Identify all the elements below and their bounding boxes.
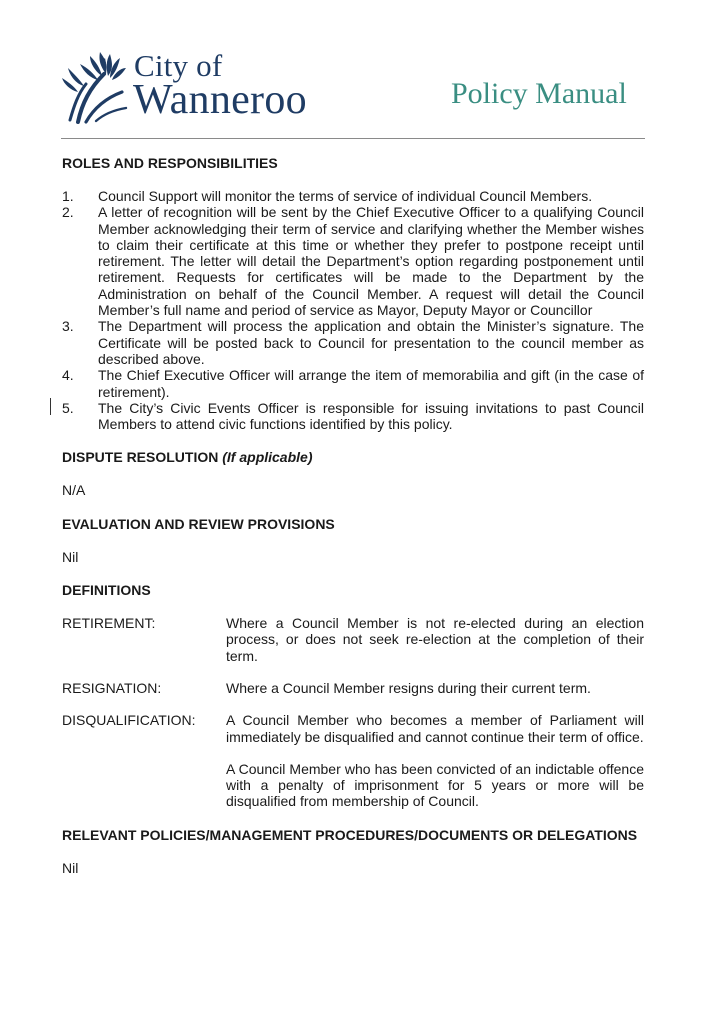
roles-heading: ROLES AND RESPONSIBILITIES <box>62 155 278 171</box>
header-divider <box>61 138 645 139</box>
city-of-wanneroo-logo <box>60 48 330 126</box>
list-number: 3. <box>62 318 74 335</box>
definition-row <box>62 680 644 696</box>
definition-term: RETIREMENT: <box>62 615 156 632</box>
definition-row <box>62 712 644 745</box>
dispute-heading <box>62 449 644 466</box>
list-number: 2. <box>62 204 74 221</box>
list-number: 1. <box>62 188 74 204</box>
list-item <box>62 204 644 318</box>
roles-list <box>62 188 644 432</box>
dispute-body: N/A <box>62 482 86 499</box>
list-text: Council Support will monitor the terms of service of individual Council Members. <box>98 188 593 204</box>
dispute-heading-text: DISPUTE RESOLUTION <box>62 449 219 466</box>
list-text: A letter of recognition will be sent by the Chief Executive Officer to a qualifying Council Member acknowledging their term of service and clarifying whether the Member wishes to claim their certificate at this time or whether they prefer to postpone receipt until retirement. The letter will detail the Department’s option regarding postponement until retirement. Requests for certificates will be made to the Department by the Administration on behalf of the Council Member. A request will detail the Council Member’s full name and period of service as Mayor, Deputy Mayor or Councillor <box>98 204 644 319</box>
definition-row <box>62 615 644 664</box>
evaluation-heading: EVALUATION AND REVIEW PROVISIONS <box>62 515 335 532</box>
definition-continuation: A Council Member who has been convicted of an indictable offence with a penalty of imprisonment for 5 years or more will be disqualified from membership of Council. <box>226 760 644 810</box>
dispute-heading-qualifier: (If applicable) <box>222 449 313 466</box>
list-item <box>62 318 644 367</box>
definition-text: A Council Member who becomes a member of Parliament will immediately be disqualified and cannot continue their term of office. <box>226 712 644 745</box>
list-item <box>62 400 644 433</box>
policy-manual-title: Policy Manual <box>451 77 627 110</box>
wanneroo-flower-icon <box>60 48 132 124</box>
definition-text: Where a Council Member resigns during their current term. <box>226 679 591 696</box>
relevant-policies-heading: RELEVANT POLICIES/MANAGEMENT PROCEDURES/DOCUMENTS OR DELEGATIONS <box>62 826 638 843</box>
logo-text-city-of: City of <box>134 48 223 83</box>
definition-term: DISQUALIFICATION: <box>62 712 196 729</box>
definitions-heading: DEFINITIONS <box>62 582 151 599</box>
list-text: The Chief Executive Officer will arrange the item of memorabilia and gift (in the case of retirement). <box>98 367 644 400</box>
relevant-policies-body: Nil <box>62 859 79 876</box>
list-number: 4. <box>62 367 74 384</box>
list-text: The Department will process the application and obtain the Minister’s signature. The Certificate will be posted back to Council for presentation to the council member as described above. <box>98 318 644 367</box>
list-item <box>62 367 644 400</box>
definition-text: Where a Council Member is not re-elected during an election process, or does not seek re-election at the completion of their term. <box>226 615 644 664</box>
evaluation-body: Nil <box>62 548 79 565</box>
logo-text-wanneroo: Wanneroo <box>133 77 307 123</box>
document-body <box>62 155 644 876</box>
list-text: The City’s Civic Events Officer is responsible for issuing invitations to past Council Members to attend civic functions identified by this policy. <box>98 399 644 433</box>
list-number: 5. <box>62 399 74 416</box>
list-item <box>62 188 644 204</box>
revision-change-bar <box>50 398 51 415</box>
definition-term: RESIGNATION: <box>62 679 162 696</box>
